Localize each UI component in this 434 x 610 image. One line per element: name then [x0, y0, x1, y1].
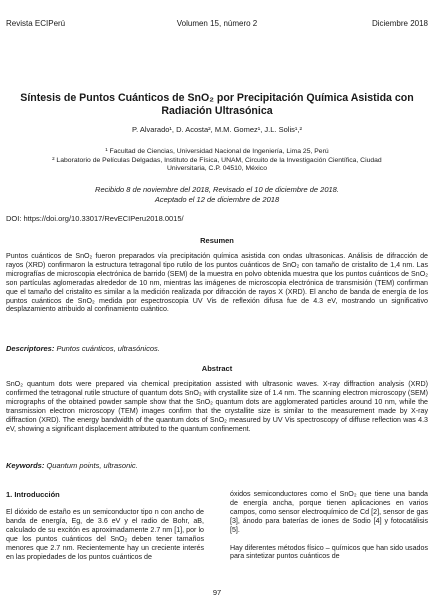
abstract-text: SnO₂ quantum dots were prepared via chemical precipitation assisted with ultrasonic waves. X-ray diffraction analysis (XRD) confirmed the tetragonal rutile structure of quantum dots SnO₂ with crystallite size of 1.4 nm. The scanning electron microscopy (SEM) micrographs of the obtained powder sample show that the SnO₂ quantum dots are agglomerated particles around 10 nm, while the transmission electron microscopy (TEM) images confirm that the crystallite size is similar to the measurement made by X-ray diffraction (XRD). The energy bandwidth of the quantum dots of SnO₂ measured by UV Vis spectroscopy of diffuse reflection was 4.3 eV, showing a significant displacement attributed to the quantum confinement.	[6, 380, 428, 433]
journal-name: Revista ECIPerú	[6, 19, 66, 28]
abstract-keywords	[6, 461, 138, 470]
resumen-heading: Resumen	[200, 236, 234, 245]
keywords-label-es: Descriptores:	[6, 344, 55, 353]
intro-right-paragraph-1: óxidos semiconductores como el SnO₂ que tiene una banda de energía ancha, porque tienen aplicaciones en varios campos, como sensor electroquímico de Cd [2], sensor de gas [3], ánodo para baterías de iones de Sodio [4] y fotocatálisis [5].	[230, 490, 428, 534]
resumen-text: Puntos cuánticos de SnO₂ fueron preparados vía precipitación química asistida con ondas ultrasonicas. Análisis de difracción de rayos (XRD) confirmaron la estructura tetragonal tipo rutilo de los puntos cuánticos de SnO₂ con tamaño de cristalito de 1,4 nm. Las micrografías de microscopia electrónica de barrido (SEM) de la muestra en polvo obtenida muestra que los puntos cuánticos de SnO₂ son partículas aglomeradas alrededor de 10 nm, mientras las imágenes de microscopia electrónica de transmisión (TEM) confirman que el tamaño del cristalito es similar a la medición realizada por difracción de rayos X (XRD). El ancho de banda de energía de los puntos cuánticos de SnO₂ medida por espectroscopia UV Vis de reflexión difusa fue de 4.3 eV, mostrando un significativo desplazamiento atribuido al confinamiento cuántico.	[6, 252, 428, 314]
journal-volume: Volumen 15, número 2	[176, 19, 258, 28]
keywords-value-en: Quantum points, ultrasonic.	[46, 461, 138, 470]
intro-left-column: El dióxido de estaño es un semiconductor tipo n con ancho de banda de energía, Eg, de 3.6 eV y el radio de Bohr, aB, calculado de su excitón es aproximadamente 2.7 nm [1], por lo que los puntos cuánticos del SnO₂ deben tener tamaños menores que 2.7 nm. Recientemente hay un creciente interés en las propiedades de los puntos cuánticos de	[6, 508, 204, 561]
title-line-2: Radiación Ultrasónica	[161, 105, 273, 117]
title-line-1: Síntesis de Puntos Cuánticos de SnO₂ por Precipitación Química Asistida con	[20, 92, 414, 104]
journal-date: Diciembre 2018	[371, 19, 428, 28]
page-number: 97	[212, 588, 222, 597]
resumen-keywords	[6, 344, 160, 353]
intro-right-column	[230, 490, 428, 561]
received-date: Recibido 8 de noviembre del 2018, Revisado el 10 de diciembre de 2018.	[95, 185, 339, 194]
section-heading-introduction: 1. Introducción	[6, 490, 60, 499]
doi-link[interactable]: DOI: https://doi.org/10.33017/RevECIPeru2018.0015/	[6, 214, 184, 223]
affiliation-1: ¹ Facultad de Ciencias, Universidad Nacional de Ingeniería, Lima 25, Perú	[105, 148, 329, 155]
abstract-heading: Abstract	[201, 364, 233, 373]
paper-title	[12, 92, 422, 118]
accepted-date: Aceptado el 12 de diciembre de 2018	[154, 194, 280, 204]
keywords-value-es: Puntos cuánticos, ultrasónicos.	[56, 344, 160, 353]
keywords-label-en: Keywords:	[6, 461, 45, 470]
intro-right-paragraph-2: Hay diferentes métodos físico – químicos que han sido usados para sintetizar puntos cuánticos de	[230, 543, 428, 561]
author-list: P. Alvarado¹, D. Acosta², M.M. Gomez¹, J.L. Solis¹,²	[132, 125, 302, 134]
affiliation-2-line-1: ² Laboratorio de Películas Delgadas, Instituto de Física, UNAM, Circuito de la Investigación Científica, Ciudad	[52, 156, 382, 164]
affiliation-2-line-2: Universitaria, C.P. 04510, México	[167, 165, 267, 173]
affiliations	[0, 148, 434, 174]
submission-dates	[0, 185, 434, 204]
